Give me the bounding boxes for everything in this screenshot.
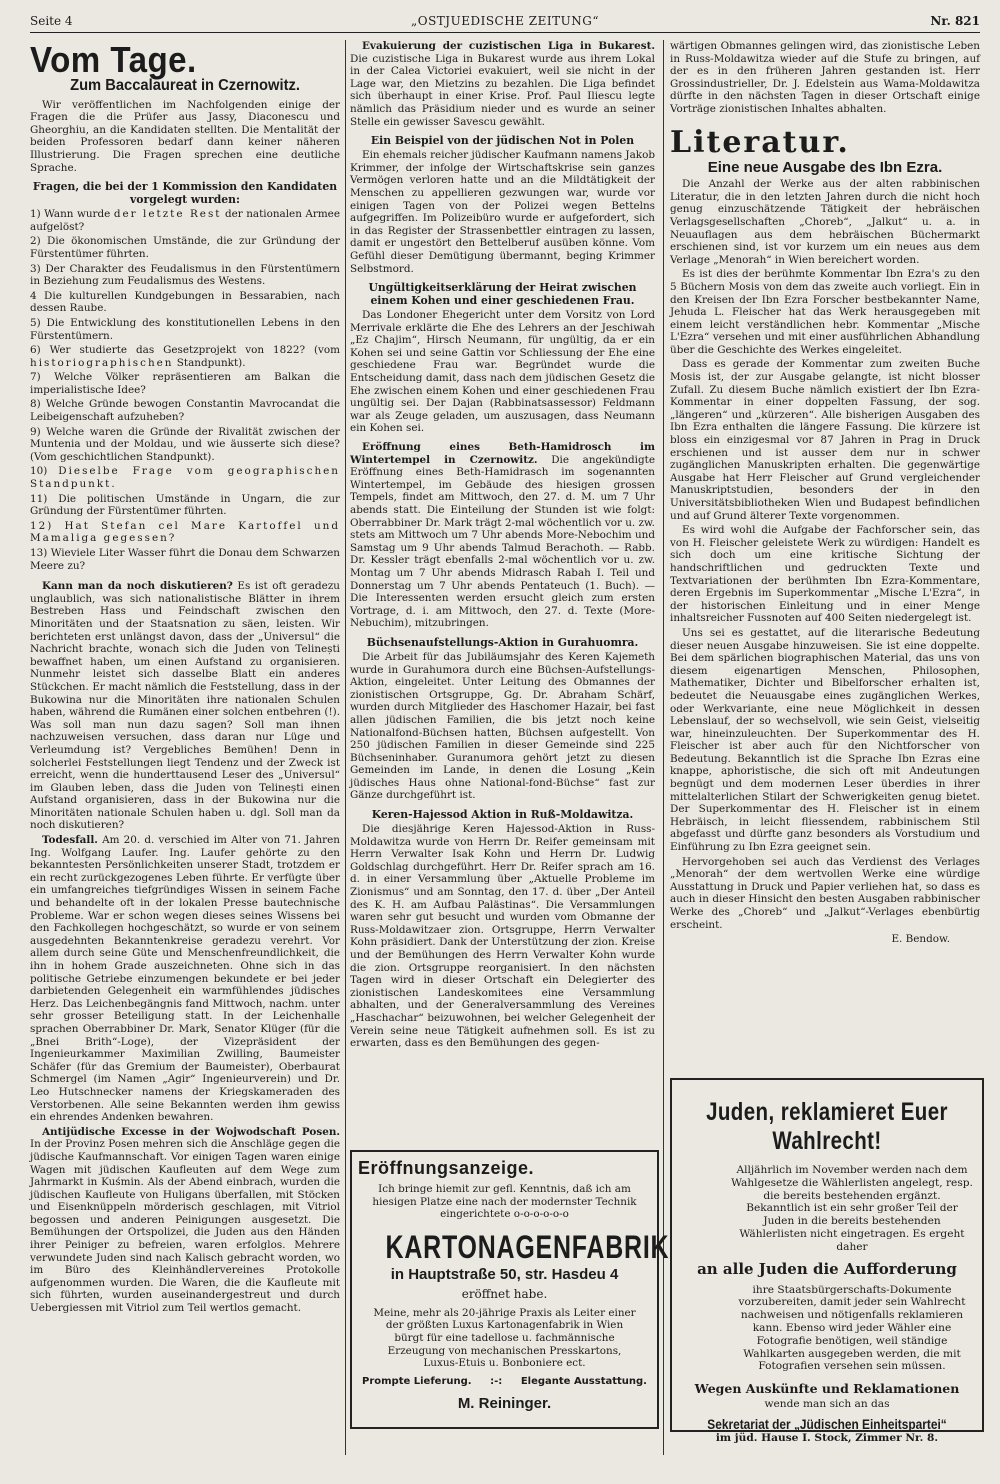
newspaper-name: „OSTJUEDISCHE ZEITUNG“ — [411, 14, 599, 28]
ad-feature-separator: :-: — [490, 1375, 503, 1387]
ad-wahlrecht-office-address: im jüd. Hause I. Stock, Zimmer Nr. 8. — [715, 1432, 939, 1445]
article-beth-hamidrosch: Eröffnung eines Beth-Hamidrosch im Wintertempel in Czernowitz. Die angekündigte Eröffnung eines Beth-Hamidrasch im sogenannten Wintertempel, im Gebäude des hiesigen grossen Tempels, findet am Mittwoch, den 27. d. M. um 7 Uhr abends statt. Die Einteilung der Stunden ist wie folgt: Oberrabbiner Dr. Mark trägt 2-mal wöchentlich vor u. zw. stets am Mittwoch um 7 Uhr abends More-Nebochim und Samstag um 9 Uhr abends Talmud Berachoth. — Rabb. Dr. Kessler trägt ebenfalls 2-mal wöchentlich vor u. zw. Montag um 7 Uhr abends Midrasch Rabah I. Teil und Donnerstag um 7 Uhr abends Pentateuch (1. Buch). — Die Interessenten werden ersucht gleich zum ersten Vortrage, d. i. am Mittwoch, den 27. d. Texte (More-Nebuchim), mitzubringen. — [350, 441, 655, 630]
question-7: 7) Welche Völker repräsentieren am Balkan die imperialistische Idee? — [30, 371, 340, 396]
column-divider-1 — [345, 40, 346, 1455]
article-cuzistische-liga: Evakuierung der cuzistischen Liga in Bukarest. Die cuzistische Liga in Bukarest wurde aus ihrem Lokal in der Calea Victoriei evakuiert, weil sie nicht in der Lage war, den Mietzins zu bezahlen. Die Liga befindet sich überhaupt in einer Krise. Prof. Paul Iliescu legte nämlich das Präsidium nieder und es wurde an seiner Stelle ein gewisser Savescu gewählt. — [350, 40, 655, 128]
ad-wahlrecht-reference-2: wende man sich an das — [764, 1398, 890, 1411]
article-kohen: Das Londoner Ehegericht unter dem Vorsitz von Lord Merrivale erklärte die Ehe des Lehrers an der Jeschiwah „Ez Chajim“, Hirsch Neumann, für ungültig, da er ein Kohen sei und seine Gattin vor Schliessung der Ehe eine geschiedene Frau war. Begründet wurde die Entscheidung damit, dass nach dem jüdischen Gesetz die Ehe zwischen einem Kohen und einer geschiedenen Frau ungültig sei. Der Dajan (Rabbinatsassessor) Feldmann war als Zeuge geladen, um auszusagen, dass Neumann ein Kohen sei. — [350, 309, 655, 435]
ibn-ezra-para-4: Es wird wohl die Aufgabe der Fachforscher sein, das von H. Fleischer geleistete Werk zu würdigen: Handelt es sich doch um eine kritische Sichtung der handschriftlichen und gedruckten Texte und Textvariationen der berühmten Ibn Ezra-Kommentare, deren Ergebnis im Superkommentar „Mische L'Ezra“, in der historischen Einleitung und in einer Menge inhaltsreicher Fussnoten auf 400 Seiten niedergelegt ist. — [670, 524, 980, 625]
ad-feature-finish: Elegante Ausstattung. — [520, 1375, 647, 1387]
article-keren-hajessod-continued: wärtigen Obmannes gelingen wird, das zionistische Leben in Russ-Moldawitza wieder auf die Stufe zu bringen, auf der es in den früheren Jahren gestanden ist. Herr Grossindustrieller, Dr. J. Edelstein aus Wama-Moldawitza dürfte in den nächsten Tagen in dieser Ortschaft einige Vorträge zionistischen Inhaltes abhalten. — [670, 40, 980, 115]
question-1: 1) Wann wurde der letzte Rest der nationalen Armee aufgelöst? — [30, 208, 340, 233]
ad-address: in Hauptstraße 50, str. Hasdeu 4 — [390, 1265, 619, 1283]
page-number: Seite 4 — [30, 14, 73, 28]
ad-headline-eroeffnung: Eröffnungsanzeige. — [358, 1158, 535, 1178]
author-signature: E. Bendow. — [891, 933, 950, 946]
issue-number: Nr. 821 — [930, 14, 980, 28]
article-title-baccalaureat: Zum Baccalaureat in Czernowitz. — [70, 77, 300, 94]
ad-feature-delivery: Prompte Lieferung. — [362, 1375, 472, 1387]
question-11: 11) Die politischen Umstände in Ungarn, die zur Gründung der Fürstentümer führten. — [30, 492, 340, 518]
ibn-ezra-para-1: Die Anzahl der Werke aus der alten rabbinischen Literatur, die in den letzten Jahren durch die nicht hoch genug einzuschätzende Tätigkeit der hebräischen Verlagsgesellschaften „Choreb“, „Jalkut“ u. a. in Neuauflagen aus dem hebräischen Büchermarkt erschienen sind, ist vor kurzem um ein neues aus dem Verlage „Menorah“ in Wien bereichert worden. — [670, 178, 980, 266]
article-baccalaureat-intro: Wir veröffentlichen im Nachfolgenden einige der Fragen die die Prüfer aus Jassy, Diaconescu und Gheorghiu, an die Kandidaten stellten. Die Mentalität der beiden Professoren bedarf dann keiner näheren Illustrierung. Die Fragen sprechen eine deutliche Sprache. — [30, 98, 340, 174]
question-4: 4 Die kulturellen Kundgebungen in Bessarabien, nach dessen Raube. — [30, 289, 340, 315]
article-title-kohen: Ungültigkeitserklärung der Heirat zwischen einem Kohen und einer geschiedenen Frau. — [368, 281, 637, 308]
article-title-not-polen: Ein Beispiel von der jüdischen Not in Polen — [370, 134, 635, 148]
article-buechsen: Die Arbeit für das Jubiläumsjahr des Keren Kajemeth wurde in Gurahumora durch eine Büchsen-Aufstellungs-Aktion, eingeleitet. Unter Leitung des Obmannes der zionistischen Ortsgruppe, Gg. Dr. Abraham Schärf, wurden durch Mitglieder des Haschomer Hazair, bei fast allen jüdischen Familien, die bis jetzt noch keine Nationalfond-Büchsen hatten, Büchsen aufgestellt. Von 250 jüdischen Familien in dieser Gemeinde sind 225 Büchseninhaber. Guranumora gehört jetzt zu diesen Gemeinden im Lande, in denen die Losung „Kein jüdisches Haus ohne National-fond-Büchse“ fast zur Gänze durchgeführt ist. — [350, 650, 655, 802]
literature-section-title: Literatur. — [670, 124, 850, 160]
column-1 — [30, 40, 340, 1460]
question-9: 9) Welche waren die Gründe der Rivalität zwischen der Muntenia und der Moldau, und wie äusserte sich diese? (Vom geschichtlichen Standpunkt). — [30, 425, 340, 463]
ibn-ezra-para-6: Hervorgehoben sei auch das Verdienst des Verlages „Menorah“ der dem wertvollen Werke eine würdige Ausstattung in Druck und Papier verliehen hat, so dass es auch in dieser Hinsicht den besten Ausgaben rabbinischer Werke des „Choreb“ und „Jalkut“-Verlages ebenbürtig erscheint. — [670, 855, 980, 931]
ad-intro-text: Ich bringe hiemit zur gefl. Kenntnis, daß ich am hiesigen Platze eine nach der modernster Technik eingerichtete o-o-o-o-o-o — [372, 1183, 637, 1221]
question-12: 12) Hat Stefan cel Mare Kartoffel und Mamaliga gegessen? — [30, 519, 340, 545]
page-header — [30, 12, 980, 33]
question-6: 6) Wer studierte das Gesetzprojekt von 1822? (vom historiographischen Standpunkt). — [30, 344, 340, 369]
ad-wahlrecht-call: an alle Juden die Aufforderung — [697, 1259, 957, 1278]
article-title-buechsen: Büchsenaufstellungs-Aktion in Gurahuomra. — [366, 635, 639, 649]
article-not-polen: Ein ehemals reicher jüdischer Kaufmann namens Jakob Krimmer, der infolge der Wirtschaftskrise sein ganzes Vermögen verloren hatte und an die Mildtätigkeit der Menschen zu appellieren gezwungen war, wurde vor einigen Tagen von der Polizei wegen Bettelns aufgegriffen. Im Polizeibüro wurde er aufgefordert, sich in das Register der Strassenbettler eintragen zu lassen, damit er ungestört den Bettelberuf ausüben könne. Vom Gefühl dieser Demütigung übermannt, beging Krimmer Selbstmord. — [350, 149, 655, 275]
ad-body-text: Meine, mehr als 20-jährige Praxis als Leiter einer der größten Luxus Kartonagenfabrik in Wien bürgt für eine tadellose u. fachmännische Erzeugung von mechanischen Presskartons, Luxus-Etuis u. Bonboniere ect. — [373, 1306, 636, 1370]
ibn-ezra-para-5: Uns sei es gestattet, auf die literarische Bedeutung dieser neuen Ausgabe hinzuweisen. Sie ist eine doppelte. Bei dem spärlichen biographischen Material, das uns von diesem eigenartigen Menschen, Philosophen, Mathematiker, Dichter und Bibelforscher erhalten ist, bedeutet die Neuausgabe eines zugänglichen Werkes, oder Werkvariante, eine neue Möglichkeit in dessen Lebenslauf, der so wechselvoll, wie sein Geist, vielseitig war, hineinzuleuchten. Der Superkommentar des H. Fleischer ist aber auch für den Nichtforscher von Bedeutung. Bekanntlich ist die Sprache Ibn Ezras eine knappe, aphoristische, die sich oft mit Andeutungen begnügt und dem modernen Leser überdies in ihrer mittelalterlichen Stilart der Schwerigkeiten genug bietet. Der Superkommentar des H. Fleischer ist in einem Hebräisch, in leicht fliessendem, rabbinischem Stil abgefasst und dürfte ganz besonders als Vorstudium und Einführung zu Ibn Ezra geeignet sein. — [670, 626, 980, 854]
article-todesfall: Todesfall. Am 20. d. verschied im Alter von 71. Jahren Ing. Wolfgang Laufer. Ing. Laufer gehörte zu den bekanntesten Persönlichkeiten unserer Stadt, trotzdem er ein recht zurückgezogenes Leben führte. Er verfügte über ein umfangreiches tiefgründiges Wissen in seinem Fache und behandelte oft in der lokalen Presse bautechnische Probleme. War er schon wegen dieses seines Wissens bei den Fachkollegen hochgeschätzt, so wurde er von seinem ausgedehnten Bekanntenkreise geradezu verehrt. Vor allem durch seine Güte und Menschenfreundlichkeit, die ihn in hohem Grade auszeichneten. Ohne sich in das politische Getriebe einzumengen bekundete er bei jeder darbietenden Gelegenheit ein warmfühlendes jüdisches Herz. Das Leichenbegängnis fand Mittwoch, nachm. unter sehr grosser Beteiligung statt. In der Leichenhalle sprachen Oberrabbiner Dr. Mark, Senator Klüger (für die „Bnei Brith“-Loge), der Vizepräsident der Ingenieurkammer Maximilian Zwilling, Baumeister Schäfer (für das Gremium der Baumeister), Oberbaurat Schmergel (im Namen „Agir“ Ingenieurverein) und Dr. Leo Hutschnecker namens der Kriegskameraden des Verstorbenen. Alle seine Bekannten werden ihm gewiss ein ehrendes Andenken bewahren. — [30, 834, 340, 1124]
article-title-keren-hajessod: Keren-Hajessod Aktion in Ruß-Moldawitza. — [371, 808, 634, 822]
article-diskutieren: Kann man da noch diskutieren? Es ist oft geradezu unglaublich, was sich nationalistische Blätter in ihrem Bestreben Hass und Feindschaft zwischen den Minoritäten und der Staatsnation zu säen, leisten. Wir berichteten erst unlängst davon, dass der „Universul“ die Nachricht brachte, wonach sich die Juden von Telinești bewaffnet haben, um einen Aufstand zu organisieren. Nunmehr leistet sich dasselbe Blatt ein anderes Stückchen. Er macht nämlich die Feststellung, dass in der Bukowina nur die Minoritäten ihre nationalen Schulen haben, während die Rumänen einer solchen entbehren (!). Was soll man nun dazu sagen? Soll man ihnen nachzuweisen versuchen, dass daran nur Lüge und Verleumdung ist? Vergebliches Bemühen! Denn in solcherlei Feststellungen liegt Tendenz und der Zweck ist erreicht, wenn die hunderttausend Leser des „Universul“ im Glauben leben, dass die Juden von Telinești einen Aufstand organisieren, dass in der Bukowina nur die Minoritäten nationale Schulen haben u. dgl. Soll man da noch diskutieren? — [30, 580, 340, 832]
ad-features-row — [352, 1370, 657, 1387]
ad-wahlrecht-reference: Wegen Auskünfte und Reklamationen — [694, 1381, 960, 1397]
question-3: 3) Der Charakter des Feudalismus in den Fürstentümern in Beziehung zum Feudalismus des Westens. — [30, 262, 340, 288]
advertisement-wahlrecht — [670, 1078, 984, 1445]
question-2: 2) Die ökonomischen Umstände, die zur Gründung der Fürstentümer führten. — [30, 235, 340, 260]
ibn-ezra-para-2: Es ist dies der berühmte Kommentar Ibn Ezra's zu den 5 Büchern Mosis von dem das zweite auch vorliegt. Ein in den Kreisen der Ibn Ezra Forscher bestbekannter Name, Jehuda L. Fleischer hat das Werk herausgegeben mit einem leicht verständlichen hebr. Kommentar „Mische L'Ezra“ versehen und mit einer ausführlichen Abhandlung über die Geschichte des Werkes eingeleitet. — [670, 268, 980, 356]
question-10: 10) Dieselbe Frage vom geographischen Standpunkt. — [30, 465, 340, 491]
ad-wahlrecht-body: Alljährlich im November werden nach dem Wahlgesetze die Wählerlisten angelegt, resp. die bereits bestehenden ergänzt. Bekanntlich ist ein sehr großer Teil der Juden in die bereits bestehenden Wählerlisten nicht eingetragen. Es ergeht daher — [731, 1164, 973, 1253]
question-13: 13) Wieviele Liter Wasser führt die Donau dem Schwarzen Meere zu? — [30, 547, 340, 572]
article-keren-hajessod: Die diesjährige Keren Hajessod-Aktion in Russ-Moldawitza wurde von Herrn Dr. Reifer gemeinsam mit Herrn Verwalter Isak Kohn und Herrn Dr. Ludwig Goldschlag durchgeführt. Herr Dr. Reifer sprach am 16. d. in einer Versammlung über „Aktuelle Probleme im Zionismus“ und am Sonntag, den 17. d. über „Der Anteil des K. H. am Aufbau Palästinas“. Die Versammlungen waren sehr gut besucht und wurden vom Obmanne der Russ-Moldawitzaer zion. Ortsgruppe, Herrn Verwalter Kohn präsidiert. Dank der Unterstützung der zion. Kreise und der Bemühungen des Herrn Verwalter Kohn wurde die zion. Ortsgruppe reorganisiert. In den nächsten Tagen wird in dieser Ortschaft ein Delegierter des zionistischen Landeskomitees eine Versammlung abhalten, und der Generalversammlung des Vereines „Haschachar“ beizuwohnen, bei welcher Gelegenheit der Verein seine neue Tätigkeit aufnehmen soll. Es ist zu erwarten, dass es den Bemühungen des gegen- — [350, 823, 655, 1050]
ad-company-name: KARTONAGENFABRIK — [385, 1228, 670, 1265]
questions-heading: Fragen, die bei der 1 Kommission den Kandidaten vorgelegt wurden: — [32, 180, 338, 207]
section-masthead: Vom Tage. — [30, 39, 197, 80]
article-title-ibn-ezra: Eine neue Ausgabe des Ibn Ezra. — [707, 158, 943, 176]
article-posen: Antijüdische Excesse in der Wojwodschaft Posen. In der Provinz Posen mehren sich die Anschläge gegen die jüdische Kaufmannschaft. Vor einigen Tagen waren einige Wagen mit jüdischen Kaufleuten auf dem Wege zum Jahrmarkt in Kuśmin. Als der Abend einbrach, wurden die jüdischen Kaufleute von Huligans überfallen, mit Stöcken und Eisenknüppeln mörderisch geschlagen, mit Vitriol begossen und anderen Peinigungen ausgesetzt. Die Bemühungen der Ortspolizei, die Juden aus den Händen ihrer Peiniger zu befreien, waren erfolglos. Mehrere verwundete Juden sind nach Kalisch gebracht worden, wo im Büro des Kleinhändlervereines Protokolle aufgenommen wurden. Die Waren, die die Kaufleute mit sich führten, wurden auseinandergestreut und durch Uebergiessen mit Vitriol zum Teil wertlos gemacht. — [30, 1125, 340, 1315]
advertisement-kartonagenfabrik — [350, 1150, 670, 1429]
ad-opens-text: eröffnet habe. — [461, 1286, 548, 1301]
ibn-ezra-para-3: Dass es gerade der Kommentar zum zweiten Buche Mosis ist, der zur Ausgabe gelangte, ist nicht blosser Zufall. Zu diesem Buche nämlich existiert der Ibn Ezra-Kommentar in einer doppelten Fassung, der sog. „längeren“ und „kürzeren“. Alle bisherigen Ausgaben des Ibn Ezra enthalten die längere Fassung. Die kürzere ist bloss ein einzigesmal vor 87 Jahren in Prag in Druck erschienen und ist ausser dem nur in schwer zugänglichen Manuskripten erhalten. Die gegenwärtige Ausgabe hat Herr Fleischer auf Grund vergleichender Manuskriptstudien, besonders der in den Universitätsbibliotheken Wien und Budapest befindlichen und auf Grund älterer Texte vorgenommen. — [670, 358, 980, 522]
questions-list — [30, 208, 340, 572]
ad-wahlrecht-office: Sekretariat der „Jüdischen Einheitspartei“ — [707, 1416, 947, 1433]
ad-signature: M. Reininger. — [457, 1394, 552, 1412]
ad-wahlrecht-body-2: ihre Staatsbürgerschafts-Dokumente vorzubereiten, damit jeder sein Wahlrecht nachweisen und nötigenfalls reklamieren kann. Ebenso wird jeder Wähler eine Fotografie benötigen, weil ständige Wahlkarten ausgegeben werden, die mit Fotografien versehen sein müssen. — [738, 1283, 966, 1373]
question-5: 5) Die Entwicklung des konstitutionellen Lebens in den Fürstentümern. — [30, 316, 340, 342]
question-8: 8) Welche Gründe bewogen Constantin Mavrocandat die Leibeigenschaft aufzuheben? — [30, 398, 340, 424]
ad-headline-wahlrecht: Juden, reklamieret Euer Wahlrecht! — [706, 1098, 948, 1155]
